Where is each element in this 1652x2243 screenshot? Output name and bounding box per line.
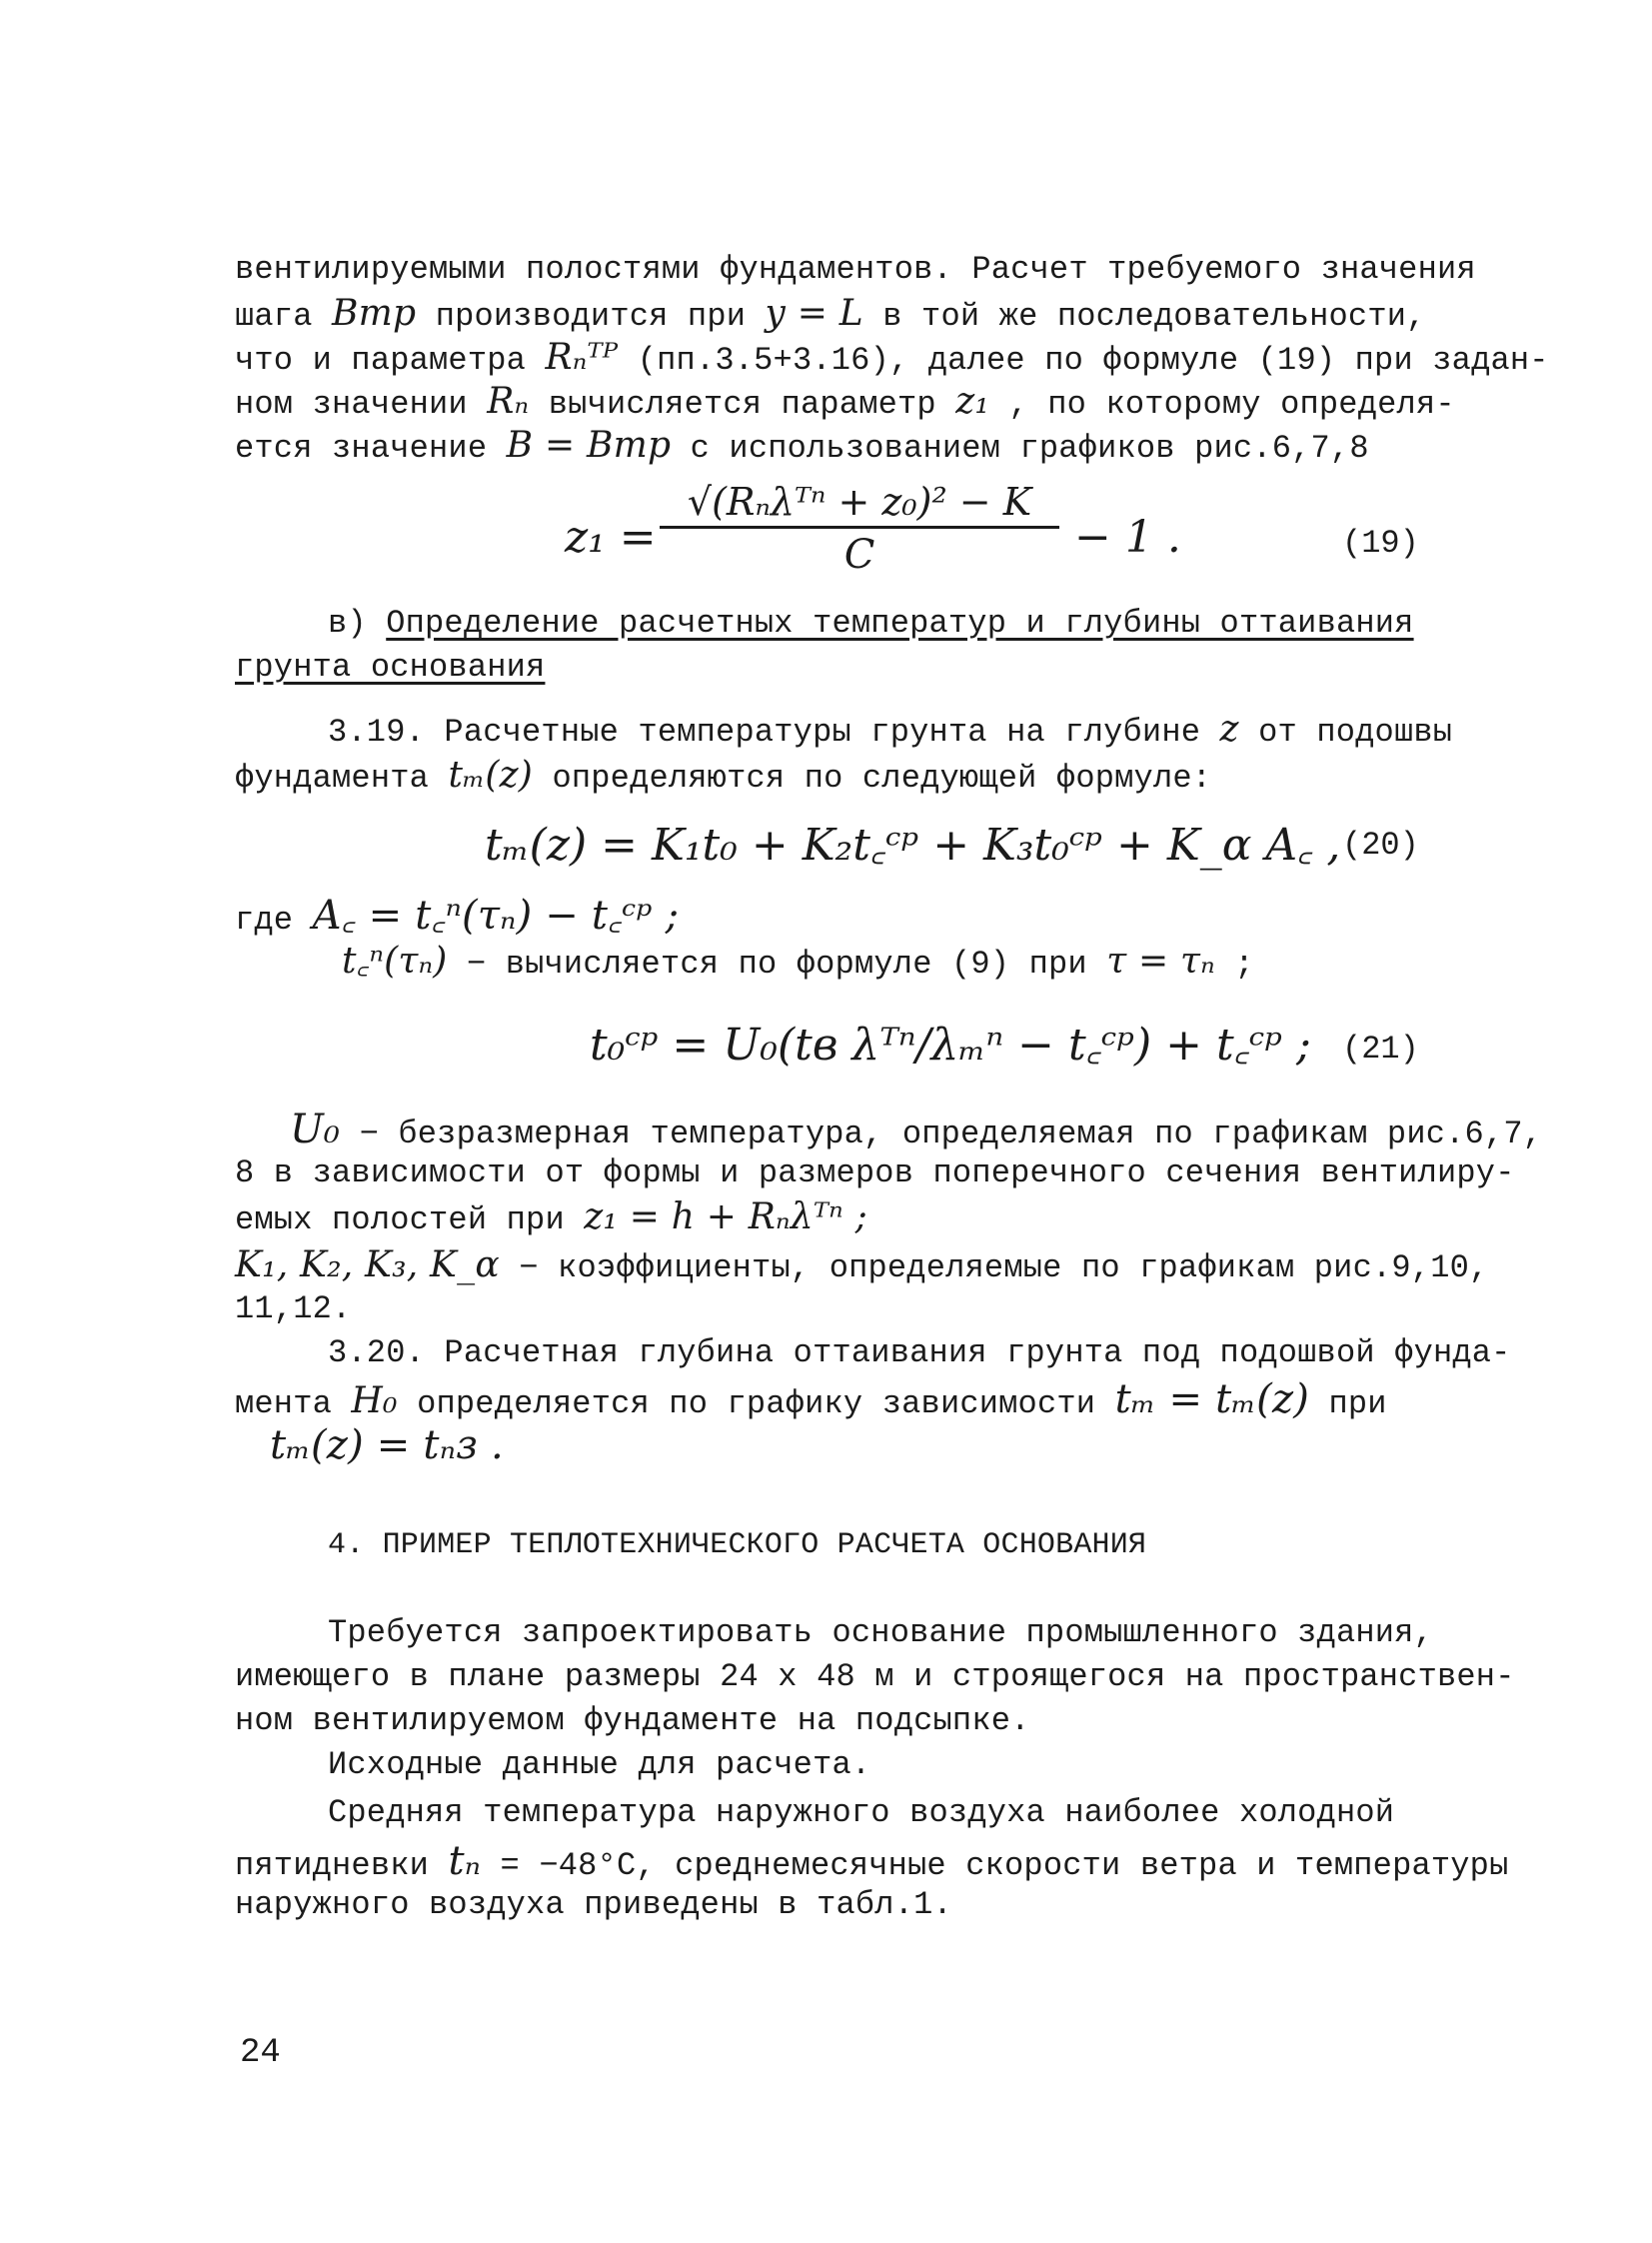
symbol: z — [1219, 709, 1239, 750]
symbol: A꜀ = t꜀ⁿ(τₙ) − t꜀ᶜᵖ ; — [312, 893, 680, 939]
text-line — [235, 1657, 1515, 1697]
text: , по которому определя- — [1008, 386, 1455, 423]
text-line — [270, 1422, 504, 1470]
text: определяются по следующей формуле: — [552, 760, 1212, 797]
text-line — [328, 710, 1452, 753]
text-line — [290, 1107, 1543, 1154]
text: 3.19. Расчетные температуры грунта на глубине — [328, 714, 1201, 751]
text-line — [235, 1153, 1515, 1193]
symbol: Bтр — [332, 293, 417, 334]
text: емых полостей при — [235, 1201, 565, 1238]
text-line — [235, 1885, 952, 1925]
text-line — [235, 893, 680, 941]
text-line — [235, 756, 1211, 799]
text: − вычисляется по формуле (9) при — [466, 946, 1087, 983]
equation-number: (21) — [1342, 1031, 1419, 1068]
symbol: y = L — [765, 293, 863, 334]
text-line — [328, 1793, 1394, 1833]
text: фундамента — [235, 760, 430, 797]
text-line — [235, 250, 1476, 290]
symbol: z₁ — [955, 381, 990, 422]
text: Требуется запроектировать основание промышленного здания, — [328, 1614, 1433, 1651]
equation-tail: − 1 . — [1074, 512, 1181, 563]
text: наружного воздуха приведены в табл.1. — [235, 1886, 952, 1923]
text-line — [235, 426, 1369, 469]
symbol: K₁, K₂, K₃, K_α — [235, 1244, 500, 1285]
text: в той же последовательности, — [882, 298, 1426, 335]
symbol: H₀ — [351, 1380, 398, 1421]
fraction — [660, 478, 1059, 581]
text: − коэффициенты, определяемые по графикам рис.9,10, — [519, 1249, 1489, 1286]
symbol: τ = τₙ — [1106, 941, 1215, 982]
symbol: tₘ(z) — [448, 755, 534, 796]
equation-21: t₀ᶜᵖ = U₀(tв λᵀⁿ/λₘⁿ − t꜀ᶜᵖ) + t꜀ᶜᵖ ; — [590, 1020, 1311, 1071]
symbol: tₘ(z) = tₙз . — [270, 1422, 504, 1468]
text: производится при — [435, 298, 747, 335]
text: что и параметра — [235, 342, 527, 379]
text: мента — [235, 1385, 333, 1422]
text-line — [328, 1333, 1511, 1373]
symbol: t꜀ⁿ(τₙ) — [342, 941, 448, 982]
text: ном значении — [235, 386, 468, 423]
text: ется значение — [235, 430, 488, 467]
text: Средняя температура наружного воздуха наиболее холодной — [328, 1794, 1395, 1831]
text: ; — [1234, 946, 1254, 983]
section-heading-cont — [235, 648, 545, 688]
denominator: C — [843, 532, 875, 578]
text-line — [235, 1197, 867, 1240]
text-line — [235, 1838, 1509, 1886]
numerator: √(Rₙλᵀⁿ + z₀)² − K — [660, 478, 1059, 529]
text: = −48°С, среднемесячные скорости ветра и температуры — [500, 1847, 1509, 1884]
text: 11,12. — [235, 1290, 352, 1327]
equation-number: (20) — [1342, 827, 1419, 864]
equation-20: tₘ(z) = K₁t₀ + K₂t꜀ᶜᵖ + K₃t₀ᶜᵖ + K_α A꜀ , — [485, 820, 1341, 871]
text-line — [235, 338, 1549, 381]
text: пятидневки — [235, 1847, 430, 1884]
text-line — [235, 382, 1455, 425]
symbol: z₁ = h + Rₙλᵀⁿ ; — [584, 1196, 867, 1237]
heading-text: Определение расчетных температур и глубины оттаивания — [386, 605, 1414, 642]
text-line — [235, 1289, 351, 1329]
text: от подошвы — [1258, 714, 1453, 751]
text: определяется по графику зависимости — [417, 1385, 1096, 1422]
text: 8 в зависимости от формы и размеров поперечного сечения вентилиру- — [235, 1154, 1515, 1191]
section-title: 4. ПРИМЕР ТЕПЛОТЕХНИЧЕСКОГО РАСЧЕТА ОСНОВАНИЯ — [328, 1528, 1147, 1562]
text: где — [235, 902, 294, 939]
equation-number: (19) — [1342, 525, 1419, 562]
symbol: U₀ — [290, 1107, 341, 1152]
symbol: B = Bтр — [506, 425, 672, 466]
text: шага — [235, 298, 313, 335]
text: в) — [328, 605, 367, 642]
text-line — [328, 1745, 870, 1785]
text: − безразмерная температура, определяемая по графикам рис.6,7, — [359, 1116, 1543, 1152]
symbol: Rₙᵀᴾ — [545, 337, 619, 378]
text: Исходные данные для расчета. — [328, 1746, 871, 1783]
text: вычисляется параметр — [548, 386, 936, 423]
heading-text: грунта основания — [235, 649, 546, 686]
text-line — [342, 942, 1254, 985]
section-heading — [328, 604, 1414, 644]
text: вентилируемыми полостями фундаментов. Расчет требуемого значения — [235, 251, 1476, 288]
text-line — [235, 1376, 1387, 1424]
equation-lhs: z₁ = — [565, 512, 657, 563]
text-line — [235, 1701, 1030, 1741]
page-number: 24 — [240, 2034, 281, 2072]
text: 3.20. Расчетная глубина оттаивания грунта под подошвой фунда- — [328, 1334, 1511, 1371]
text: с использованием графиков рис.6,7,8 — [690, 430, 1369, 467]
symbol: Rₙ — [487, 381, 530, 422]
text-line — [328, 1613, 1433, 1653]
text-line — [235, 294, 1426, 337]
text: (пп.3.5+3.16), далее по формуле (19) при задан- — [637, 342, 1549, 379]
symbol: tₘ = tₘ(z) — [1114, 1376, 1310, 1422]
text-line — [235, 1245, 1488, 1288]
text: имеющего в плане размеры 24 х 48 м и строящегося на пространствен- — [235, 1658, 1515, 1695]
text: ном вентилируемом фундаменте на подсыпке. — [235, 1702, 1030, 1739]
symbol: tₙ — [448, 1838, 482, 1884]
text: при — [1328, 1385, 1387, 1422]
